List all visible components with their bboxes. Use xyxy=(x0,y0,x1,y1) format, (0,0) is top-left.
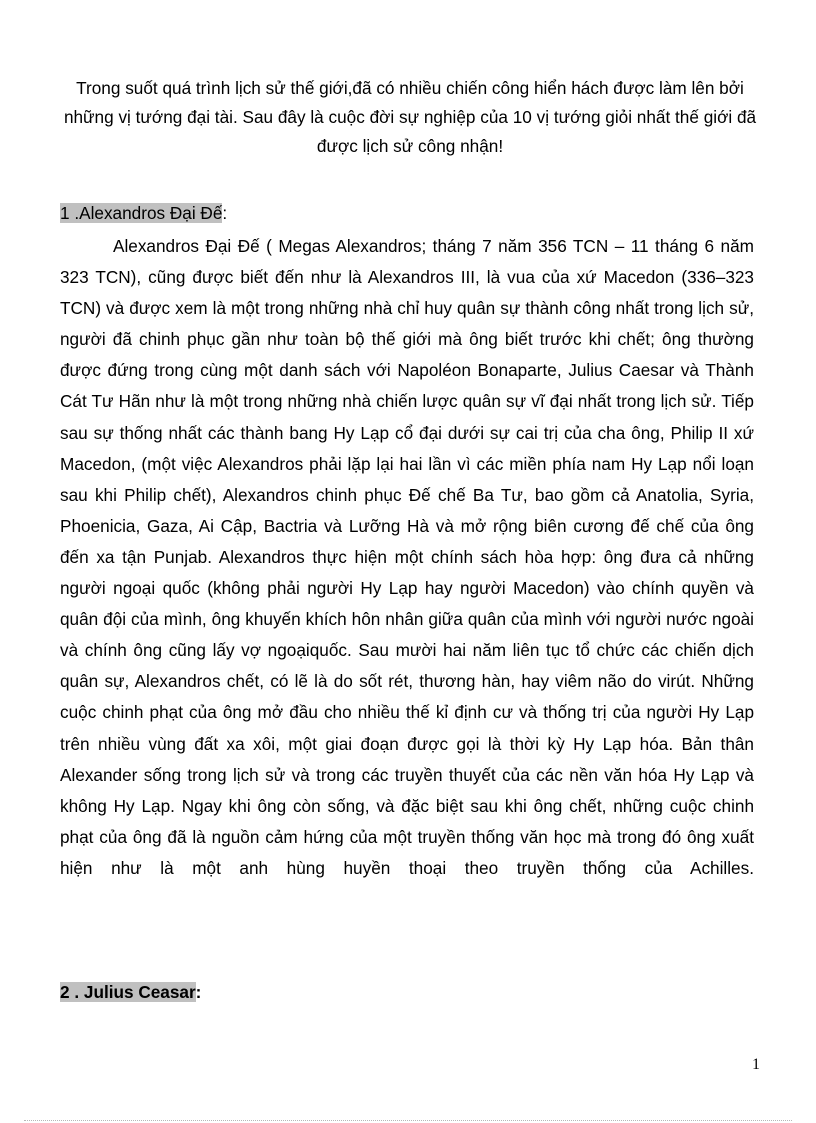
section-body-alexandros: Alexandros Đại Đế ( Megas Alexandros; tháng 7 năm 356 TCN – 11 tháng 6 năm 323 TCN), cũng được biết đến như là Alexandros III, là vua của xứ Macedon (336–323 TCN) và được xem là một trong những nhà chỉ huy quân sự thành công nhất trong lịch sử, người đã chinh phục gần như toàn bộ thế giới mà ông biết trước khi chết; ông thường được đứng trong cùng một danh sách với Napoléon Bonaparte, Julius Caesar và Thành Cát Tư Hãn như là một trong những nhà chiến lược quân sự vĩ đại nhất trong lịch sử. Tiếp sau sự thống nhất các thành bang Hy Lạp cổ đại dưới sự cai trị của cha ông, Philip II xứ Macedon, (một việc Alexandros phải lặp lại hai lần vì các miền phía nam Hy Lạp nổi loạn sau khi Philip chết), Alexandros chinh phục Đế chế Ba Tư, bao gồm cả Anatolia, Syria, Phoenicia, Gaza, Ai Cập, Bactria và Lưỡng Hà và mở rộng biên cương đế chế của ông đến xa tận Punjab. Alexandros thực hiện một chính sách hòa hợp: ông đưa cả những người ngoại quốc (không phải người Hy Lạp hay người Macedon) vào chính quyền và quân đội của mình, ông khuyến khích hôn nhân giữa quân của mình với người nước ngoài và chính ông cũng lấy vợ ngoạiquốc. Sau mười hai năm liên tục tổ chức các chiến dịch quân sự, Alexandros chết, có lẽ là do sốt rét, thương hàn, hay viêm não do virút. Những cuộc chinh phạt của ông mở đầu cho nhiều thế kỉ định cư và thống trị của người Hy Lạp trên nhiều vùng đất xa xôi, một giai đoạn được gọi là thời kỳ Hy Lạp hóa. Bản thân Alexander sống trong lịch sử và trong các truyền thuyết của các nền văn hóa Hy Lạp và không Hy Lạp. Ngay khi ông còn sống, và đặc biệt sau khi ông chết, những cuộc chinh phạt của ông đã là nguồn cảm hứng của một truyền thống văn học mà trong đó ông xuất hiện như là một anh hùng huyền thoại theo truyền thống của Achilles. xyxy=(60,236,754,878)
section-heading-julius-caesar xyxy=(60,981,201,1003)
section-heading-colon: : xyxy=(195,982,202,1002)
section-heading-text: 1 .Alexandros Đại Đế xyxy=(60,203,223,223)
section-heading-colon: : xyxy=(222,203,228,223)
section-heading-alexandros xyxy=(60,202,227,224)
page-number: 1 xyxy=(752,1056,760,1073)
section-heading-text: 2 . Julius Ceasar xyxy=(60,982,196,1002)
page-bottom-divider xyxy=(24,1120,792,1121)
intro-paragraph: Trong suốt quá trình lịch sử thế giới,đã có nhiều chiến công hiển hách được làm lên bởi những vị tướng đại tài. Sau đây là cuộc đời sự nghiệp của 10 vị tướng giỏi nhất thế giới đã được lịch sử công nhận! xyxy=(63,78,757,156)
